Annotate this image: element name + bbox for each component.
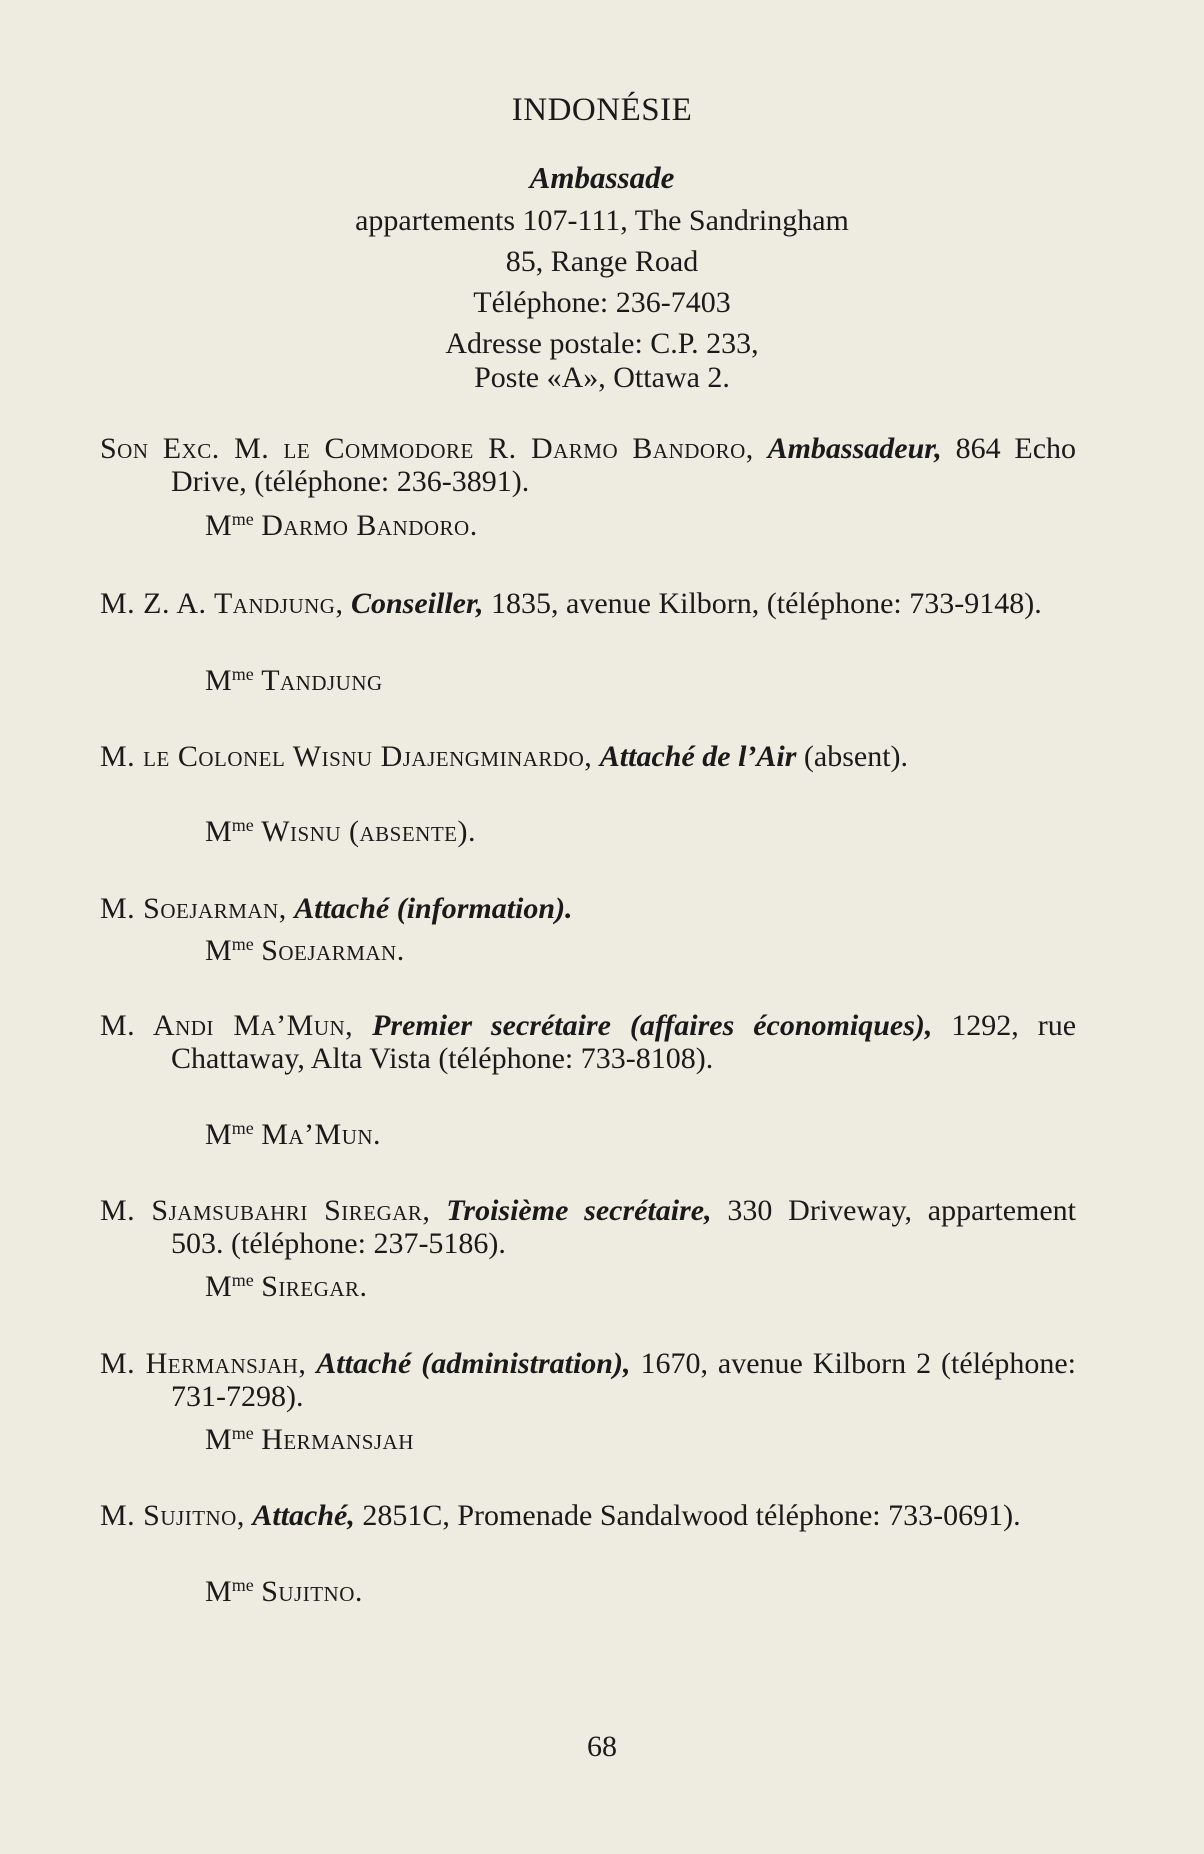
staff-entry [100,1347,1076,1413]
entry-name: M. Soejarman, [100,892,287,925]
address-line: Poste «A», Ottawa 2. [474,361,730,394]
spouse-entry [205,664,383,697]
entry-details: 1292, rue Chattaway, Alta Vista (téléphone: 733-8108). [171,1009,1077,1075]
entry-text [100,587,1076,620]
spouse-entry [205,1423,414,1456]
entry-text [100,1009,1076,1075]
entry-name: Son Exc. M. le Commodore R. Darmo Bandoro, [100,432,754,465]
staff-entry [100,432,1077,498]
address-line: Téléphone: 236-7403 [473,286,731,319]
entry-text [100,1499,1076,1532]
address-line: Adresse postale: C.P. 233, [445,327,759,360]
entry-details: 2851C, Promenade Sandalwood téléphone: 733-0691). [362,1499,1021,1532]
spouse-name: Ma’Mun. [261,1118,382,1151]
entry-text [100,432,1076,498]
staff-entry [100,740,1076,773]
page-number: 68 [587,1730,617,1763]
spouse-name: Tandjung [261,664,383,697]
spouse-honorific: $M^{me}$ [205,1423,254,1456]
spouse-honorific: $M^{me}$ [205,509,254,542]
entry-name: M. Hermansjah, [100,1347,307,1380]
country-heading: INDONÉSIE [511,92,693,128]
spouse-honorific: $M^{me}$ [205,1118,254,1151]
address-line: 85, Range Road [505,245,699,278]
entry-title: Attaché de l’Air [599,740,797,773]
staff-entry [100,892,1076,925]
entry-details: 1670, avenue Kilborn 2 (téléphone: 731-7298). [171,1347,1076,1413]
entry-details: (absent). [803,740,909,773]
entry-details: 864 Echo Drive, (téléphone: 236-3891). [171,432,1077,498]
entry-text [100,740,1076,773]
entry-name: M. Sjamsubahri Siregar, [100,1194,431,1227]
spouse-honorific: $M^{me}$ [205,815,254,848]
entry-text [100,1347,1076,1413]
spouse-honorific: $M^{me}$ [205,934,254,967]
spouse-honorific: $M^{me}$ [205,1270,254,1303]
entry-title: Ambassadeur, [767,432,942,465]
embassy-title: Ambassade [529,160,675,195]
spouse-entry [205,815,476,848]
entry-name: M. Z. A. Tandjung, [100,587,344,620]
spouse-honorific: $M^{me}$ [205,1575,254,1608]
spouse-name: Sujitno. [261,1575,363,1608]
spouse-name: Hermansjah [261,1423,414,1456]
entry-title: Attaché, [252,1499,355,1532]
spouse-name: Siregar. [261,1270,368,1303]
spouse-entry [205,934,405,967]
entry-text [100,892,1076,925]
entry-name: M. le Colonel Wisnu Djajengminardo, [100,740,593,773]
spouse-entry [205,1118,381,1151]
entry-title: Troisième secrétaire, [446,1194,712,1227]
staff-entry [100,1499,1076,1532]
entry-title: Conseiller, [350,587,484,620]
entry-title: Attaché (information). [294,892,573,925]
entry-name: M. Sujitno, [100,1499,245,1532]
entry-title: Premier secrétaire (affaires économiques), [372,1009,933,1042]
spouse-name: Darmo Bandoro. [261,509,478,542]
spouse-honorific: $M^{me}$ [205,664,254,697]
entry-details: 330 Driveway, appartement 503. (téléphone: 237-5186). [171,1194,1077,1260]
spouse-entry [205,509,478,542]
spouse-entry [205,1575,363,1608]
staff-entry [100,1194,1077,1260]
entry-name: M. Andi Ma’Mun, [100,1009,354,1042]
entry-title: Attaché (administration), [316,1347,631,1380]
spouse-entry [205,1270,368,1303]
staff-entry [100,587,1076,620]
staff-entry [100,1009,1077,1075]
address-line: appartements 107-111, The Sandringham [355,204,849,237]
spouse-name: Wisnu (absente). [261,815,476,848]
entry-details: 1835, avenue Kilborn, (téléphone: 733-9148). [491,587,1042,620]
spouse-name: Soejarman. [261,934,405,967]
entry-text [100,1194,1076,1260]
